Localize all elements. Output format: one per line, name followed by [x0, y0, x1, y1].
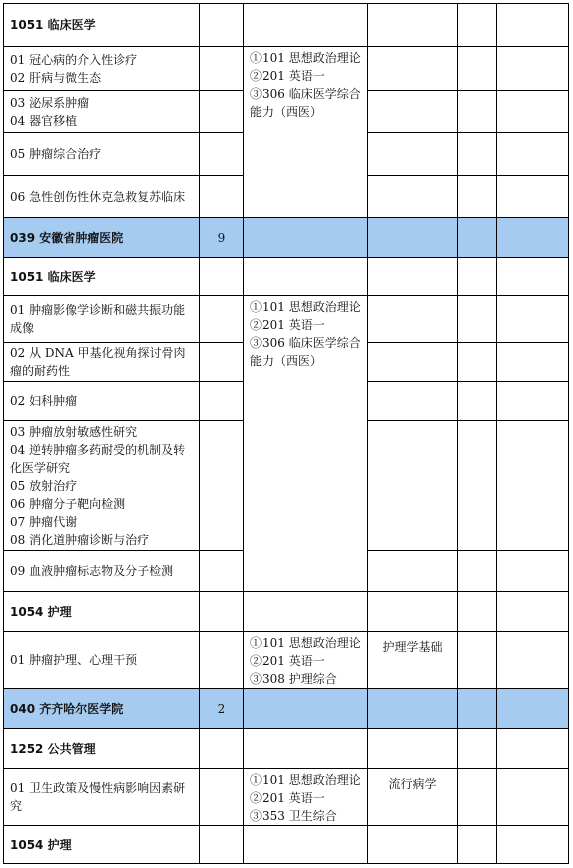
admissions-table: [3, 3, 569, 864]
institution-name: 040 齐齐哈尔医学院: [4, 689, 200, 729]
direction-row: [4, 296, 569, 343]
major-name: 1054 护理: [4, 592, 200, 632]
major-row: [4, 729, 569, 769]
direction-cell: 01 卫生政策及慢性病影响因素研究: [4, 769, 200, 826]
exam-subjects-cell: ①101 思想政治理论 ②201 英语一 ③308 护理综合: [244, 632, 368, 689]
exam-subjects-cell: ①101 思想政治理论 ②201 英语一 ③306 临床医学综合能力（西医）: [244, 296, 368, 592]
major-name: 1051 临床医学: [4, 258, 200, 296]
direction-cell: 01 冠心病的介入性诊疗 02 肝病与微生态: [4, 47, 200, 91]
major-row: [4, 826, 569, 864]
direction-row: [4, 632, 569, 689]
institution-row: [4, 689, 569, 729]
direction-cell: 03 肿瘤放射敏感性研究 04 逆转肿瘤多药耐受的机制及转化医学研究 05 放射治疗 06 肿瘤分子靶向检测 07 肿瘤代谢 08 消化道肿瘤诊断与治疗: [4, 421, 200, 551]
major-row: [4, 4, 569, 47]
direction-cell: 02 从 DNA 甲基化视角探讨骨肉瘤的耐药性: [4, 343, 200, 382]
major-name: 1252 公共管理: [4, 729, 200, 769]
direction-cell: 01 肿瘤护理、心理干预: [4, 632, 200, 689]
direction-row: [4, 47, 569, 91]
institution-name: 039 安徽省肿瘤医院: [4, 218, 200, 258]
major-row: [4, 592, 569, 632]
exam-subjects-cell: ①101 思想政治理论 ②201 英语一 ③306 临床医学综合能力（西医）: [244, 47, 368, 218]
exam-subjects-cell: ①101 思想政治理论 ②201 英语一 ③353 卫生综合: [244, 769, 368, 826]
direction-cell: 02 妇科肿瘤: [4, 382, 200, 421]
direction-cell: 06 急性创伤性休克急救复苏临床: [4, 176, 200, 218]
direction-row: [4, 769, 569, 826]
institution-row: [4, 218, 569, 258]
direction-cell: 01 肿瘤影像学诊断和磁共振功能成像: [4, 296, 200, 343]
enrollment-count: 2: [200, 689, 244, 729]
enrollment-count: 9: [200, 218, 244, 258]
specialty-course-cell: 护理学基础: [368, 632, 458, 689]
specialty-course-cell: 流行病学: [368, 769, 458, 826]
major-row: [4, 258, 569, 296]
direction-cell: 05 肿瘤综合治疗: [4, 133, 200, 176]
major-name: 1054 护理: [4, 826, 200, 864]
direction-cell: 09 血液肿瘤标志物及分子检测: [4, 551, 200, 592]
major-name: 1051 临床医学: [4, 4, 200, 47]
direction-cell: 03 泌尿系肿瘤 04 器官移植: [4, 91, 200, 133]
